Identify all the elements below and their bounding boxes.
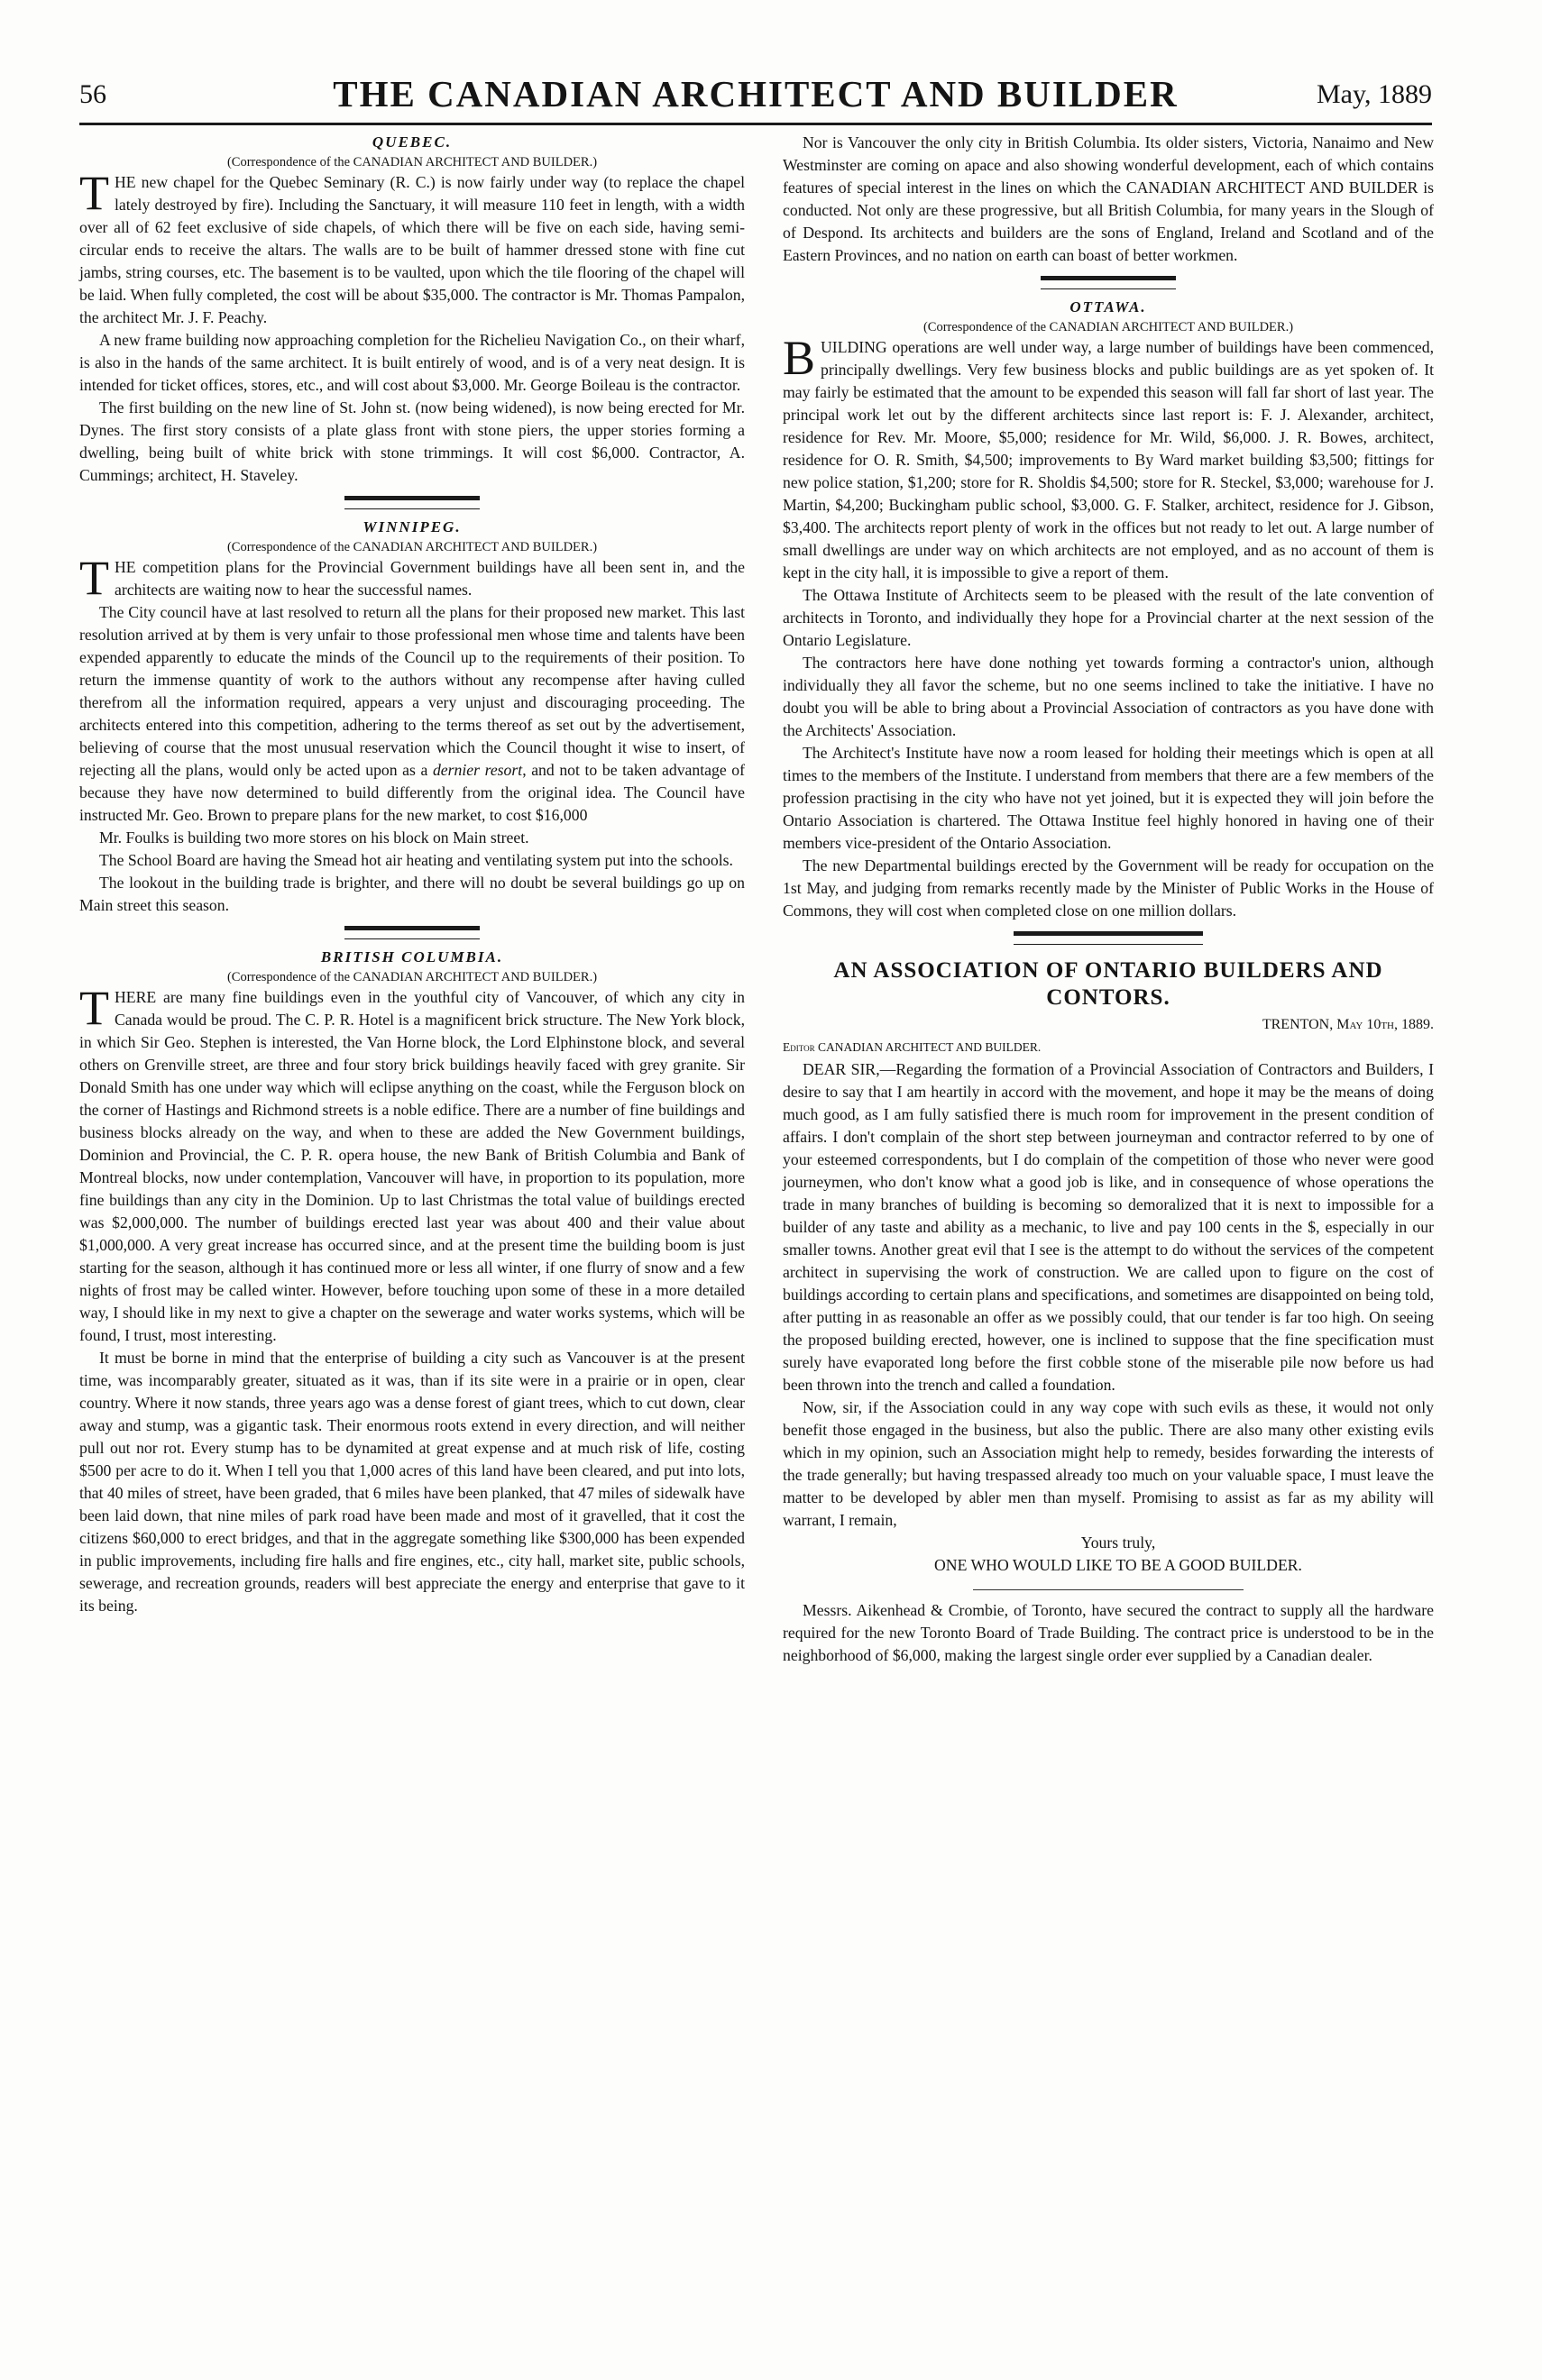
article-headline: AN ASSOCIATION OF ONTARIO BUILDERS AND CONTORS. bbox=[833, 958, 1383, 1010]
paragraph-text: , and not to be taken advantage of because they have now determined to build differently from the original idea. The Council have instructed Mr. Geo. Brown to prepare plans for the new market, to cost $16,000 bbox=[79, 761, 746, 824]
signature: ONE WHO WOULD LIKE TO BE A GOOD BUILDER. bbox=[934, 1556, 1302, 1574]
section-title: OTTAWA. bbox=[1069, 298, 1147, 316]
association-section bbox=[783, 957, 1434, 1667]
british-columbia-section bbox=[79, 947, 745, 1617]
drop-cap: B bbox=[783, 331, 816, 385]
ottawa-section bbox=[783, 297, 1434, 922]
paragraph-text: HE competition plans for the Provincial Government buildings have all been sent in, and the architects are waiting now to hear the successful names. bbox=[115, 558, 745, 599]
article-paragraph: The new Departmental buildings erected by the Government will be ready for occupation on the 1st May, and judging from remarks recently made by the Minister of Public Works in the House of Commons, they will cost when completed close on one million dollars. bbox=[783, 856, 1434, 920]
quebec-section bbox=[79, 132, 745, 487]
editor-line: Editor CANADIAN ARCHITECT AND BUILDER. bbox=[783, 1040, 1042, 1054]
winnipeg-section bbox=[79, 517, 745, 917]
article-paragraph: Messrs. Aikenhead & Crombie, of Toronto, have secured the contract to supply all the hardware required for the new Toronto Board of Trade Building. The contract price is understood to be in the neighborhood of $6,000, making the largest single order ever supplied by a Canadian dealer. bbox=[783, 1601, 1434, 1664]
section-title: WINNIPEG. bbox=[363, 518, 462, 536]
paragraph-text: —Regarding the formation of a Provincial Association of Contractors and Builders, I desire to say that I am heartily in accord with the movement, and hope it may be the means of doing much good, as I am fully satisfied there is much room for improvement in the present condition of affairs. I don't complain of the short step between journeyman and contractor referred to by one of your esteemed correspondents, but I do complain of the competition of those who never were good journeymen, who don't know what a good job is like, and in consequence of whose operations the trade in many branches of building is becoming so demoralized that it is next to impossible for a builder of any taste and ability as a mechanic, to live and pay 100 cents in the $, especially in our smaller towns. Another great evil that I see is the attempt to do without the services of the competent architect in supervising the work of construction. We are called upon to figure on the cost of buildings according to certain plans and specifications, and sometimes are disappointed on being told, after putting in as reasonable an offer as we possibly could, that our tender is far too high. On seeing the proposed building erected, however, one is inclined to suppose that the fine specification must surely have evaporated long before the first cobble stone of the miserable pile now before us had been thrown into the trench and called a foundation. bbox=[783, 1060, 1434, 1394]
section-divider bbox=[1041, 276, 1176, 289]
page-header bbox=[79, 72, 1432, 123]
paragraph-text: UILDING operations are well under way, a large number of buildings have been commenced, principally dwellings. Very few business blocks and public buildings are as yet spoken of. It may fairly be estimated that the amount to be expended this season will fall far short of last year. The principal work let out by the different architects since last report is: F. J. Alexander, architect, residence for Rev. Mr. Moore, $5,000; residence for Mr. Wild, $6,000. J. R. Bowes, architect, residence for O. R. Smith, $4,500; improvements to By Ward market building $3,500; fittings for new police station, $1,200; store for R. Sholdis $4,500; store for R. Steckel, $3,000; warehouse for J. Martin, $4,200; Buckingham public school, $3,000. G. F. Stalker, architect, residence for J. Gibson, $3,400. The architects report plenty of work in the offices but not ready to let out. A large number of small dwellings are under way on which architects are not employed, and as no account of them is kept in the city hall, it is impossible to give a report of them. bbox=[783, 338, 1434, 581]
article-paragraph: The Ottawa Institute of Architects seem to be pleased with the result of the late convention of architects in Toronto, and individually they hope for a Provincial charter at the next session of the Ontario Legislature. bbox=[783, 586, 1434, 649]
article-paragraph bbox=[79, 601, 745, 827]
correspondence-line: (Correspondence of the CANADIAN ARCHITECT AND BUILDER.) bbox=[226, 155, 598, 169]
correspondence-line: (Correspondence of the CANADIAN ARCHITECT AND BUILDER.) bbox=[226, 540, 598, 554]
paragraph-text: HERE are many fine buildings even in the youthful city of Vancouver, of which any city in Canada would be proud. The C. P. R. Hotel is a magnificent brick structure. The New York block, in which Sir Geo. Stephen is interested, the Van Horne block, the Lord Elphinstone block, and several others on Grenville street, are three and four story brick buildings heavily faced with grey granite. Sir Donald Smith has one under way which will eclipse anything on the coast, while the Ferguson block on the corner of Hastings and Richmond streets is a noble edifice. There are a number of fine buildings and business blocks already on the way, and when to these are added the New Government buildings, Dominion and Provincial, the C. P. R. opera house, the new Bank of British Columbia and Bank of Montreal blocks, now under contemplation, Vancouver will have, in proportion to its population, more fine buildings than any city in the Dominion. Up to last Christmas the total value of buildings erected was $2,000,000. The number of buildings erected last year was about 400 and their value about $1,000,000. A very great increase has occurred since, and at the present time the building boom is just starting for the season, although it has continued more or less all winter, if one flurry of snow and a few nights of frost may be called winter. However, before touching upon some of these in a more detailed way, I should like in my next to give a chapter on the sewerage and water works systems, which will be found, I trust, most interesting. bbox=[79, 988, 745, 1344]
masthead: THE CANADIAN ARCHITECT AND BUILDER bbox=[333, 73, 1179, 114]
article-paragraph: The first building on the new line of St. John st. (now being widened), is now being erected for Mr. Dynes. The first story consists of a plate glass front with stone piers, the upper stories forming a dwelling, being built of white brick with stone trimmings. It will cost $6,000. Contractor, A. Cummings; architect, H. Staveley. bbox=[79, 398, 745, 484]
drop-cap: T bbox=[79, 551, 109, 605]
italic-phrase: dernier resort bbox=[432, 761, 523, 779]
section-title: QUEBEC. bbox=[372, 133, 453, 151]
article-paragraph: The contractors here have done nothing yet towards forming a contractor's union, although individually they all favor the scheme, but no one seems inclined to take the initiative. I have no doubt you will be able to bring about a Provincial Association of contractors as you have done with the Architects' Association. bbox=[783, 654, 1434, 739]
section-divider bbox=[344, 926, 480, 939]
article-paragraph bbox=[79, 981, 745, 1347]
dateline: TRENTON, May 10th, 1889. bbox=[1262, 1017, 1434, 1032]
article-paragraph: Nor is Vancouver the only city in British Columbia. Its older sisters, Victoria, Nanaimo and New Westminster are coming on apace and also showing wonderful development, each of which contains features of special interest in the lines on which the CANADIAN ARCHITECT AND BUILDER is conducted. Not only are these progressive, but all British Columbia, for many years in the Slough of of Despond. Its architects and builders are the sons of England, Ireland and Scotland and of the Eastern Provinces, and no nation on earth can boast of better workmen. bbox=[783, 133, 1434, 264]
correspondence-line: (Correspondence of the CANADIAN ARCHITECT AND BUILDER.) bbox=[922, 320, 1294, 334]
section-divider bbox=[344, 496, 480, 509]
article-paragraph: Mr. Foulks is building two more stores on his block on Main street. bbox=[99, 828, 529, 847]
article-paragraph bbox=[783, 331, 1434, 584]
correspondence-line: (Correspondence of the CANADIAN ARCHITECT AND BUILDER.) bbox=[226, 970, 598, 984]
article-paragraph bbox=[783, 1058, 1434, 1396]
drop-cap: T bbox=[79, 166, 109, 220]
article-paragraph: A new frame building now approaching completion for the Richelieu Navigation Co., on their wharf, is also in the hands of the same architect. It is built entirely of wood, and is of a very neat design. It is intended for ticket offices, stores, etc., and will cost about $3,000. Mr. George Boileau is the contractor. bbox=[79, 331, 745, 394]
article-paragraph bbox=[79, 551, 745, 605]
closing: Yours truly, bbox=[1080, 1533, 1156, 1552]
article-paragraph: The School Board are having the Smead hot air heating and ventilating system put into the schools. bbox=[99, 851, 733, 869]
right-column bbox=[783, 132, 1434, 1667]
article-paragraph: The lookout in the building trade is brighter, and there will no doubt be several buildings go up on Main street this season. bbox=[79, 874, 745, 914]
header-rule bbox=[79, 123, 1432, 125]
paragraph-text: The City council have at last resolved to return all the plans for their proposed new market. This last resolution arrived at by them is very unfair to those professional men whose time and talents have been expended apparently to educate the minds of the Council up to the requirements of their position. To return the immense quantity of work to the authors without any recompense after having culled therefrom all the information required, appears a very unjust and discouraging proceeding. The architects entered into this competition, adhering to the terms thereof as set out by the advertisement, believing of course that the most unusual reservation which the Council thought it wise to insert, of rejecting all the plans, would only be acted upon as a bbox=[79, 603, 745, 779]
article-paragraph: The Architect's Institute have now a room leased for holding their meetings which is open at all times to the members of the Institute. I understand from members that there are a few members of the profession practising in the city who have not yet joined, but it is expected they will join before the Ontario Association is chartered. The Ottawa Institue feel highly honored in having one of their members vice-president of the Ontario Association. bbox=[783, 744, 1434, 852]
article-paragraph bbox=[79, 166, 745, 329]
issue-date: May, 1889 bbox=[1316, 79, 1432, 109]
salutation: DEAR SIR, bbox=[803, 1060, 880, 1078]
article-paragraph: Now, sir, if the Association could in any way cope with such evils as these, it would not only benefit those engaged in the business, but also the public. There are also many other existing evils which in my opinion, such an Association might help to remedy, besides forwarding the interests of the trade generally; but having trespassed already too much on your valuable space, I must leave the matter to be developed by abler men than myself. Promising to assist as far as my ability will warrant, I remain, bbox=[783, 1398, 1434, 1529]
section-title: BRITISH COLUMBIA. bbox=[320, 948, 504, 966]
left-column bbox=[79, 132, 745, 1617]
short-rule bbox=[973, 1589, 1244, 1590]
drop-cap: T bbox=[79, 981, 109, 1035]
paragraph-text: HE new chapel for the Quebec Seminary (R. C.) is now fairly under way (to replace the chapel lately destroyed by fire). Including the Sanctuary, it will measure 110 feet in length, with a width over all of 62 feet exclusive of side chapels, of which there will be five on each side, having semi-circular ends to receive the altars. The walls are to be built of hammer dressed stone with fine cut jambs, string courses, etc. The basement is to be vaulted, upon which the tile flooring of the chapel will be laid. When fully completed, the cost will be about $35,000. The contractor is Mr. Thomas Pampalon, the architect Mr. J. F. Peachy. bbox=[79, 173, 745, 326]
section-divider bbox=[1014, 931, 1203, 945]
page-number: 56 bbox=[79, 79, 106, 109]
article-paragraph: It must be borne in mind that the enterprise of building a city such as Vancouver is at the present time, was incomparably greater, situated as it was, than if its site were in a prairie or in open, clear country. Where it now stands, three years ago was a dense forest of giant trees, which to cut down, clear away and stump, was a gigantic task. Their enormous roots extend in every direction, and will neither pull out nor rot. Every stump has to be dynamited at great expense and at much risk of life, costing $500 per acre to do it. When I tell you that 1,000 acres of this land have been cleared, and put into lots, that 40 miles of street, have been graded, that 6 miles have been planked, that 47 miles of sidewalk have been laid down, that nine miles of park road have been made and most of it gravelled, that it cost the citizens $60,000 to erect bridges, and that in the aggregate something like $300,000 has been expended in public improvements, including fire halls and fire engines, etc., city hall, market site, public schools, sewerage, and recreation grounds, readers will best appreciate the energy and enterprise that gave to it its being. bbox=[79, 1349, 745, 1615]
